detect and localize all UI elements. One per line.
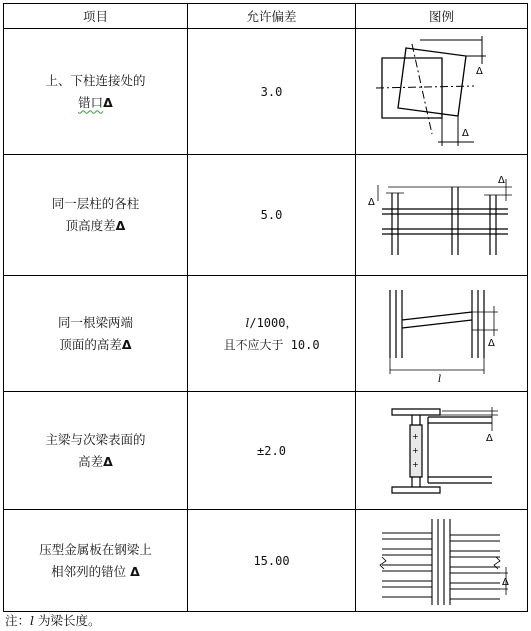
tolerance-ratio: /1000， [249, 315, 298, 330]
item-line-2: 高差 [78, 453, 104, 469]
table-header-row [4, 4, 528, 29]
column-top-height-figure [362, 165, 522, 265]
length-label: l [437, 373, 441, 384]
weld-mark: + [411, 459, 419, 469]
delta-symbol: Δ [115, 218, 126, 233]
tolerance-cell: ±2.0 [188, 392, 356, 510]
item-line-2: 顶面的高差 [59, 336, 122, 352]
length-symbol: l [245, 315, 250, 330]
header-item: 项目 [4, 4, 188, 29]
item-line-2: 顶高度差 [65, 218, 116, 233]
deck-plate-figure [362, 513, 522, 609]
note-prefix: 注： [5, 613, 31, 628]
table-row [4, 510, 528, 612]
note-text: 为梁长度。 [34, 613, 101, 628]
delta-label: Δ [485, 432, 493, 444]
delta-label: Δ [461, 127, 469, 139]
weld-mark: + [411, 445, 419, 455]
delta-label: Δ [367, 197, 375, 208]
beam-ends-figure [362, 284, 522, 384]
table-row [4, 392, 528, 510]
table-note [5, 611, 101, 629]
figure-cell [356, 155, 528, 276]
tolerance-cell: 3.0 [188, 29, 356, 155]
item-cell [4, 29, 188, 155]
figure-cell [356, 276, 528, 392]
delta-label: Δ [497, 175, 505, 186]
item-cell [4, 510, 188, 612]
tolerance-cell [188, 276, 356, 392]
figure-cell [356, 392, 528, 510]
column-offset-figure [362, 34, 522, 150]
weld-mark: + [411, 431, 419, 441]
item-line-2: 错口 [78, 94, 104, 110]
tolerance-cell: 5.0 [188, 155, 356, 276]
table-row [4, 29, 528, 155]
item-line-2: 相邻列的错位 [51, 563, 127, 579]
table-row [4, 276, 528, 392]
figure-cell [356, 29, 528, 155]
header-tolerance: 允许偏差 [188, 4, 356, 29]
item-line-1: 同一层柱的各柱 [51, 196, 140, 211]
delta-symbol: Δ [130, 563, 140, 579]
table-row [4, 155, 528, 276]
tolerance-limit: 且不应大于 10.0 [223, 337, 320, 352]
header-figure: 图例 [356, 4, 528, 29]
item-line-1: 同一根梁两端 [57, 314, 133, 330]
delta-label: Δ [475, 65, 483, 77]
delta-symbol: Δ [121, 336, 132, 352]
item-line-1: 主梁与次梁表面的 [45, 431, 146, 447]
item-line-1: 上、下柱连接处的 [45, 72, 146, 88]
delta-symbol: Δ [103, 453, 113, 469]
figure-cell [356, 510, 528, 612]
tolerance-table [3, 3, 528, 612]
item-line-1: 压型金属板在钢梁上 [39, 541, 152, 557]
delta-label: Δ [487, 337, 495, 349]
note-symbol: l [30, 613, 35, 628]
item-cell [4, 155, 188, 276]
delta-symbol: Δ [103, 94, 113, 110]
item-cell [4, 276, 188, 392]
item-cell [4, 392, 188, 510]
tolerance-cell: 15.00 [188, 510, 356, 612]
delta-label: Δ [501, 576, 509, 588]
main-secondary-beam-figure [362, 401, 522, 501]
